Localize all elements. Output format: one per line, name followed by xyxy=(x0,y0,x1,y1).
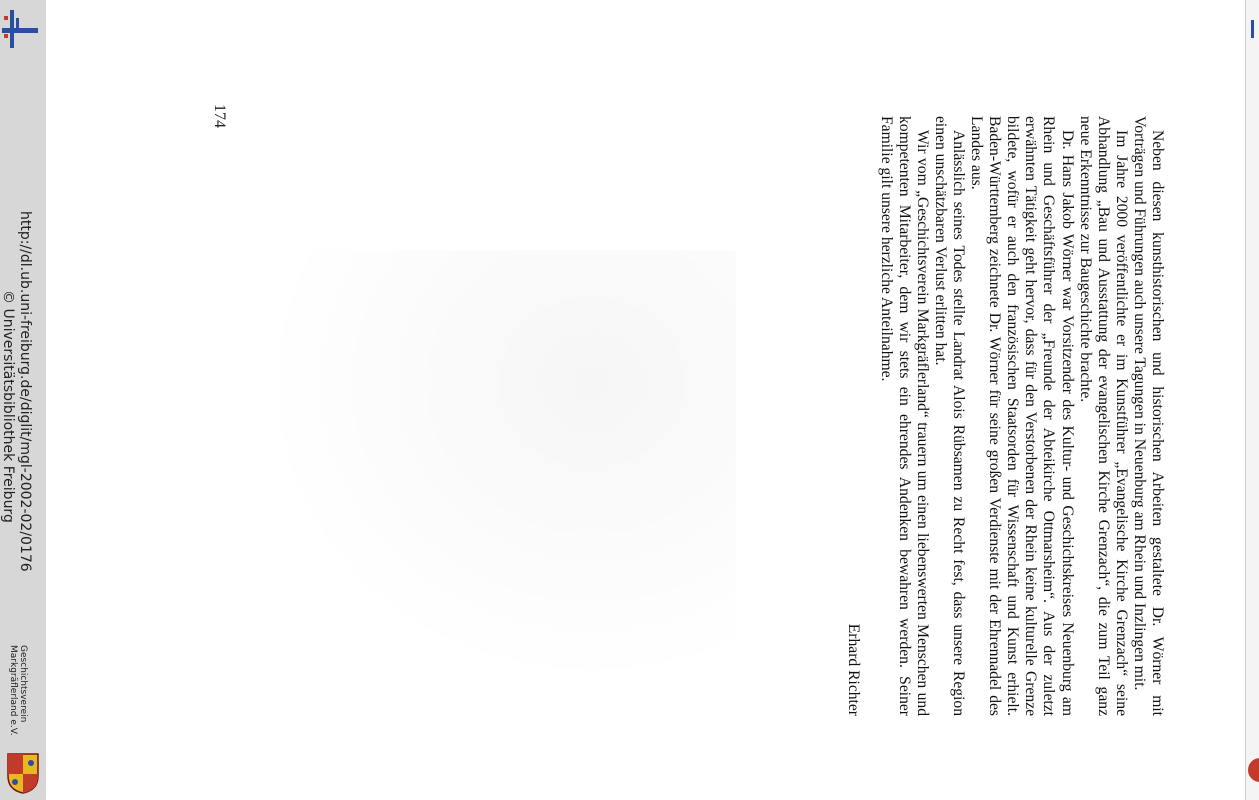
paragraph: Wir vom „Geschichtsverein Markgräflerland“ trauern um einen liebenswerten Menschen und kompetenten Mitarbeiter, dem wir stets ein ehrendes Andenken bewahren werden. Seiner Familie gilt unsere herzliche Anteilnahme. xyxy=(877,116,931,716)
scanned-page xyxy=(46,0,1245,800)
university-logo-icon xyxy=(2,4,42,50)
society-name-line1: Geschichtsverein xyxy=(18,645,28,723)
left-sidebar xyxy=(0,0,46,800)
paragraph: Anlässlich seines Todes stellte Landrat Alois Rübsamen zu Recht fest, dass unsere Region einen unschätzbaren Verlust erlitten hat. xyxy=(931,116,967,716)
society-crest-icon xyxy=(6,752,40,794)
paragraph: Im Jahre 2000 veröffentlichte er im Kunstführer „Evangelische Kirche Grenzach“ seine Abhandlung „Bau und Ausstattung der evangelischen Kirche Grenzach“, die zum Teil ganz neue Erkenntnisse zur Baugeschichte brachte. xyxy=(1076,116,1130,716)
paragraph: Dr. Hans Jakob Wörner war Vorsitzender des Kultur- und Geschichtskreises Neuenburg am Rhein und Geschäftsführer der „Freunde der Abteikirche Ottmarsheim“. Aus der zuletzt erwähnten Tätigkeit geht hervor, dass für den Verstorbenen der Rhein keine kulturelle Grenze bildete, wofür er auch den französischen Staatsorden für Wissenschaft und Kunst erhielt. Baden-Württemberg zeichnete Dr. Wörner für seine großen Verdienste mit der Ehrennadel des Landes aus. xyxy=(968,116,1076,716)
edge-crest-icon xyxy=(1248,758,1259,782)
article-text xyxy=(796,116,1166,716)
edge-logo-icon xyxy=(1249,20,1257,38)
society-name xyxy=(8,645,28,736)
page-number: 174 xyxy=(211,104,228,128)
paragraph: Neben diesen kunsthistorischen und historischen Arbeiten gestaltete Dr. Wörner mit Vorträgen und Führungen auch unsere Tagungen in Neuenburg am Rhein und Inzlingen mit. xyxy=(1130,116,1166,716)
society-name-line2: Markgräflerland e.V. xyxy=(8,645,18,736)
document-url[interactable]: http://dl.ub.uni-freiburg.de/diglit/mgl-2002-02/0176 xyxy=(17,211,33,572)
copyright-notice: © Universitätsbibliothek Freiburg xyxy=(0,290,16,523)
right-edge xyxy=(1245,0,1259,800)
author-signature: Erhard Richter xyxy=(845,623,863,716)
page-bleed-through xyxy=(256,250,736,690)
